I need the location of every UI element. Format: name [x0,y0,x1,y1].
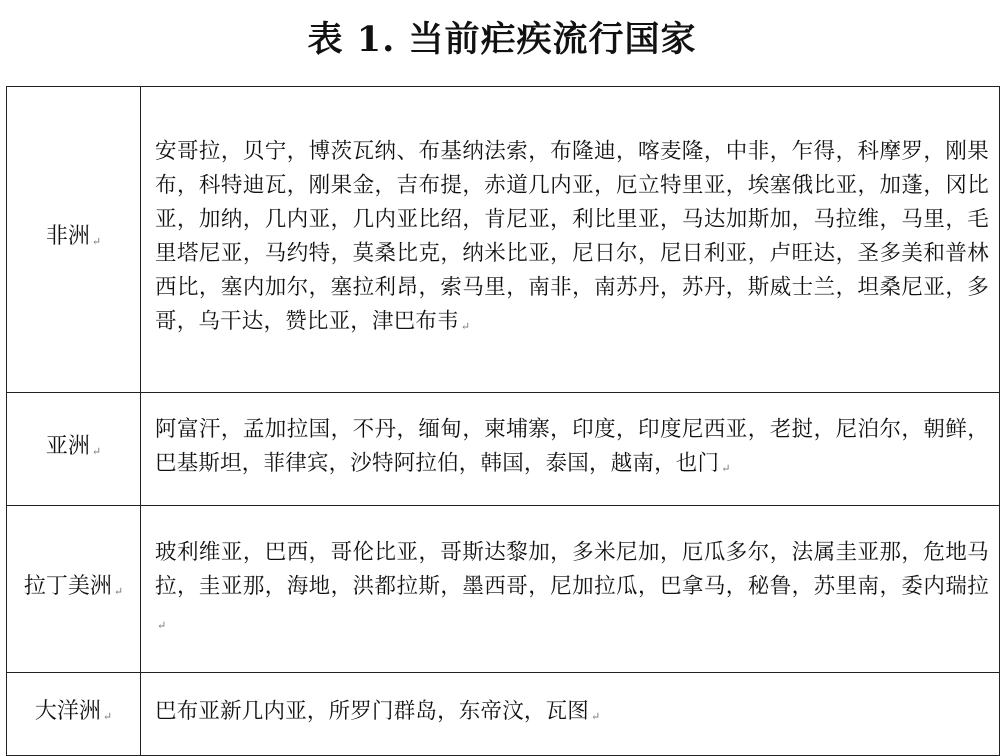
countries-cell [141,506,1000,673]
region-label: 亚洲 [45,433,90,459]
region-cell [7,506,141,673]
paragraph-mark: ↵ [721,461,731,475]
countries-text: 玻利维亚，巴西，哥伦比亚，哥斯达黎加，多米尼加，厄瓜多尔，法属圭亚那，危地马拉，圭亚那，海地，洪都拉斯，墨西哥，尼加拉瓜，巴拿马，秘鲁，苏里南，委内瑞拉 [155,539,989,599]
countries-text: 巴布亚新几内亚，所罗门群岛，东帝汶，瓦图 [155,698,590,724]
paragraph-mark: ↵ [460,320,471,333]
malaria-countries-table [6,86,1000,756]
countries-text: 安哥拉，贝宁，博茨瓦纳、布基纳法索，布隆迪，喀麦隆，中非，乍得，科摩罗，刚果布，科特迪瓦，刚果金，吉布提，赤道几内亚，厄立特里亚，埃塞俄比亚，加蓬，冈比亚，加纳，几内亚，几内亚比绍，肯尼亚，利比里亚，马达加斯加，马拉维，马里，毛里塔尼亚，马约特，莫桑比克，纳米比亚，尼日尔，尼日利亚，卢旺达，圣多美和普林西比，塞内加尔，塞拉利昂，索马里，南非，南苏丹，苏丹，斯威士兰，坦桑尼亚，多哥，乌干达，赞比亚，津巴布韦 [155,139,989,334]
paragraph-mark: ↵ [102,709,113,723]
countries-cell [141,87,1000,393]
countries-text: 阿富汗，孟加拉国，不丹，缅甸，柬埔寨，印度，印度尼西亚，老挝，尼泊尔，朝鲜，巴基斯坦，菲律宾，沙特阿拉伯，韩国，泰国，越南，也门 [155,416,989,476]
paragraph-mark: ↵ [91,444,102,458]
countries-cell [141,673,1000,756]
paragraph-mark: ↵ [591,709,601,723]
countries-cell [141,393,1000,506]
paragraph-mark: ↵ [91,235,102,248]
table-row [7,506,1000,673]
region-label: 拉丁美洲 [23,573,112,599]
table-row [7,393,1000,506]
table-row [7,87,1000,393]
table-row [7,673,1000,756]
paragraph-mark: ↵ [157,618,167,632]
region-cell [7,393,141,506]
region-label: 非洲 [45,224,90,249]
table-title: 表 1. 当前疟疾流行国家 [307,19,697,60]
region-label: 大洋洲 [34,698,101,724]
region-cell [7,673,141,756]
region-cell [7,87,141,393]
paragraph-mark: ↵ [113,584,124,598]
